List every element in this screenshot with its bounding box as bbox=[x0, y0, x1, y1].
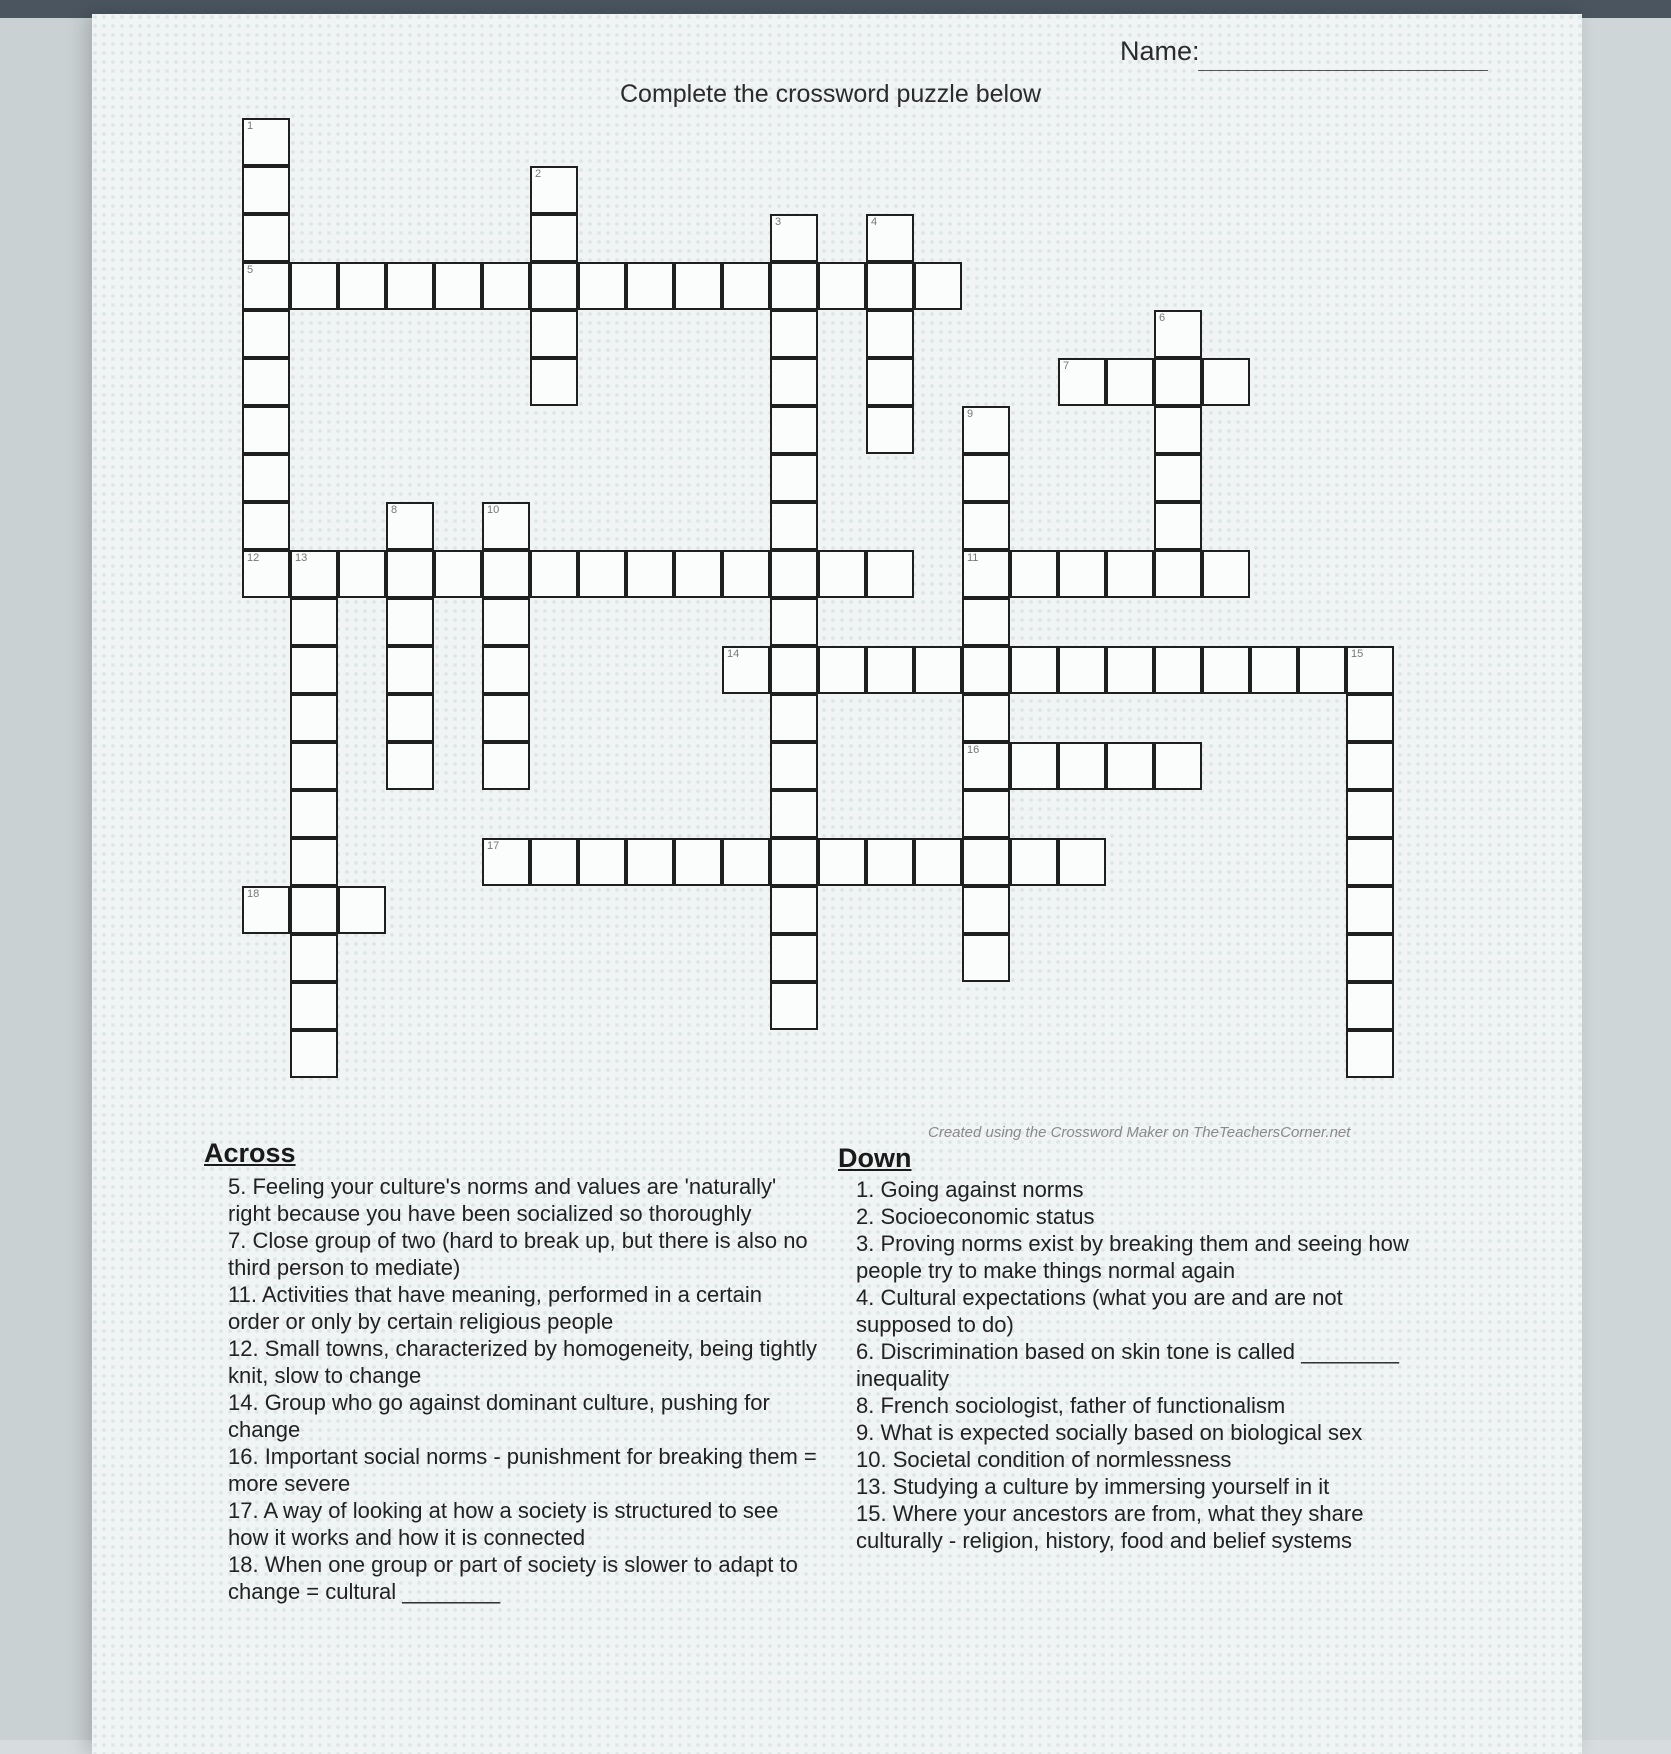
clue-number: 4 bbox=[871, 216, 878, 228]
clue-number: 11 bbox=[967, 552, 979, 564]
down-clue: 9. What is expected socially based on biological sex bbox=[856, 1420, 1363, 1445]
crossword-cell[interactable] bbox=[818, 550, 866, 598]
crossword-cell[interactable] bbox=[1298, 646, 1346, 694]
clue-number: 17 bbox=[487, 840, 500, 852]
crossword-cell[interactable] bbox=[578, 262, 626, 310]
crossword-cell[interactable] bbox=[770, 694, 818, 742]
crossword-cell[interactable] bbox=[770, 598, 818, 646]
crossword-cell[interactable] bbox=[242, 406, 290, 454]
credit-text: Created using the Crossword Maker on TheTeachersCorner.net bbox=[928, 1124, 1351, 1141]
across-clue: 16. Important social norms - punishment for breaking them = more severe bbox=[228, 1444, 817, 1496]
crossword-cell[interactable] bbox=[962, 406, 1010, 454]
clue-number: 16 bbox=[967, 744, 980, 756]
crossword-cell[interactable] bbox=[1346, 934, 1394, 982]
crossword-cell[interactable] bbox=[770, 646, 818, 694]
across-clue-list bbox=[228, 1173, 818, 1605]
crossword-cell[interactable] bbox=[1154, 406, 1202, 454]
crossword-cell[interactable] bbox=[1058, 358, 1106, 406]
crossword-cell[interactable] bbox=[866, 550, 914, 598]
crossword-cell[interactable] bbox=[770, 742, 818, 790]
clue-number: 12 bbox=[247, 552, 260, 564]
crossword-cell[interactable] bbox=[866, 262, 914, 310]
crossword-cell[interactable] bbox=[1106, 742, 1154, 790]
crossword-cell[interactable] bbox=[770, 886, 818, 934]
crossword-cell[interactable] bbox=[770, 790, 818, 838]
crossword-cell[interactable] bbox=[770, 838, 818, 886]
crossword-cell[interactable] bbox=[1346, 982, 1394, 1030]
crossword-cell[interactable] bbox=[1346, 1030, 1394, 1078]
crossword-cell[interactable] bbox=[1154, 358, 1202, 406]
crossword-cell[interactable] bbox=[866, 838, 914, 886]
crossword-cell[interactable] bbox=[290, 646, 338, 694]
crossword-cell[interactable] bbox=[770, 310, 818, 358]
across-clue: 5. Feeling your culture's norms and values are 'naturally' right because you have been socialized so thoroughly bbox=[228, 1174, 777, 1226]
down-clue: 6. Discrimination based on skin tone is called ________ inequality bbox=[856, 1339, 1399, 1391]
crossword-cell[interactable] bbox=[914, 838, 962, 886]
crossword-cell[interactable] bbox=[818, 838, 866, 886]
crossword-cell[interactable] bbox=[770, 550, 818, 598]
clue-number: 5 bbox=[247, 264, 254, 276]
crossword-cell[interactable] bbox=[338, 262, 386, 310]
crossword-cell[interactable] bbox=[386, 598, 434, 646]
crossword-cell[interactable] bbox=[1106, 358, 1154, 406]
across-clue: 17. A way of looking at how a society is structured to see how it works and how it is connected bbox=[228, 1498, 779, 1550]
crossword-cell[interactable] bbox=[1106, 550, 1154, 598]
down-clue: 1. Going against norms bbox=[856, 1177, 1084, 1202]
across-clue: 18. When one group or part of society is slower to adapt to change = cultural ________ bbox=[228, 1552, 798, 1604]
crossword-cell[interactable] bbox=[386, 646, 434, 694]
name-label: Name: bbox=[1120, 36, 1200, 66]
crossword-cell[interactable] bbox=[962, 934, 1010, 982]
down-heading: Down bbox=[838, 1143, 912, 1173]
crossword-cell[interactable] bbox=[578, 838, 626, 886]
crossword-cell[interactable] bbox=[482, 838, 530, 886]
clue-number: 14 bbox=[727, 648, 740, 660]
down-clue: 10. Societal condition of normlessness bbox=[856, 1447, 1232, 1472]
down-clue: 4. Cultural expectations (what you are and are not supposed to do) bbox=[856, 1285, 1343, 1337]
crossword-cell[interactable] bbox=[962, 550, 1010, 598]
crossword-cell[interactable] bbox=[1202, 646, 1250, 694]
crossword-cell[interactable] bbox=[482, 694, 530, 742]
crossword-cell[interactable] bbox=[1010, 742, 1058, 790]
crossword-cell[interactable] bbox=[290, 886, 338, 934]
crossword-cell[interactable] bbox=[242, 214, 290, 262]
clue-number: 9 bbox=[967, 408, 974, 420]
crossword-cell[interactable] bbox=[962, 646, 1010, 694]
crossword-cell[interactable] bbox=[1346, 886, 1394, 934]
crossword-cell[interactable] bbox=[1058, 646, 1106, 694]
crossword-cell[interactable] bbox=[626, 838, 674, 886]
crossword-cell[interactable] bbox=[962, 790, 1010, 838]
crossword-cell[interactable] bbox=[290, 550, 338, 598]
crossword-cell[interactable] bbox=[530, 550, 578, 598]
crossword-cell[interactable] bbox=[578, 550, 626, 598]
clue-number: 1 bbox=[247, 120, 254, 132]
across-clue: 12. Small towns, characterized by homogeneity, being tightly knit, slow to change bbox=[228, 1336, 818, 1388]
crossword-cell[interactable] bbox=[722, 262, 770, 310]
crossword-cell[interactable] bbox=[530, 310, 578, 358]
clue-number: 2 bbox=[535, 168, 542, 180]
crossword-cell[interactable] bbox=[1154, 310, 1202, 358]
crossword-cell[interactable] bbox=[242, 550, 290, 598]
crossword-cell[interactable] bbox=[482, 502, 530, 550]
crossword-cell[interactable] bbox=[914, 262, 962, 310]
crossword-cell[interactable] bbox=[290, 694, 338, 742]
crossword-cell[interactable] bbox=[770, 982, 818, 1030]
crossword-cell[interactable] bbox=[338, 886, 386, 934]
crossword-cell[interactable] bbox=[770, 934, 818, 982]
across-clue: 11. Activities that have meaning, performed in a certain order or only by certain religious people bbox=[228, 1282, 762, 1334]
crossword-cell[interactable] bbox=[386, 694, 434, 742]
crossword-cell[interactable] bbox=[962, 502, 1010, 550]
crossword-cell[interactable] bbox=[242, 166, 290, 214]
crossword-cell[interactable] bbox=[482, 742, 530, 790]
crossword-cell[interactable] bbox=[290, 982, 338, 1030]
crossword-cell[interactable] bbox=[1010, 550, 1058, 598]
crossword-cell[interactable] bbox=[338, 550, 386, 598]
across-heading: Across bbox=[204, 1138, 296, 1168]
crossword-cell[interactable] bbox=[722, 550, 770, 598]
clue-number: 3 bbox=[775, 216, 782, 228]
crossword-cell[interactable] bbox=[962, 886, 1010, 934]
crossword-cell[interactable] bbox=[770, 454, 818, 502]
crossword-cell[interactable] bbox=[386, 742, 434, 790]
crossword-cell[interactable] bbox=[386, 550, 434, 598]
crossword-cell[interactable] bbox=[1058, 550, 1106, 598]
crossword-cell[interactable] bbox=[482, 262, 530, 310]
clue-number: 18 bbox=[247, 888, 260, 900]
crossword-cell[interactable] bbox=[290, 262, 338, 310]
clue-number: 8 bbox=[391, 504, 398, 516]
crossword-cell[interactable] bbox=[866, 214, 914, 262]
crossword-cell[interactable] bbox=[290, 790, 338, 838]
clue-number: 13 bbox=[295, 552, 308, 564]
page-title: Complete the crossword puzzle below bbox=[620, 80, 1042, 108]
crossword-cell[interactable] bbox=[914, 646, 962, 694]
crossword-cell[interactable] bbox=[242, 310, 290, 358]
crossword-cell[interactable] bbox=[1058, 742, 1106, 790]
crossword-cell[interactable] bbox=[530, 214, 578, 262]
crossword-cell[interactable] bbox=[242, 118, 290, 166]
crossword-cell[interactable] bbox=[818, 262, 866, 310]
crossword-cell[interactable] bbox=[674, 838, 722, 886]
crossword-cell[interactable] bbox=[722, 646, 770, 694]
across-clue: 14. Group who go against dominant culture, pushing for change bbox=[228, 1390, 770, 1442]
crossword-cell[interactable] bbox=[482, 550, 530, 598]
down-clue: 2. Socioeconomic status bbox=[856, 1204, 1095, 1229]
crossword-cell[interactable] bbox=[674, 262, 722, 310]
crossword-cell[interactable] bbox=[1202, 550, 1250, 598]
crossword-cell[interactable] bbox=[290, 934, 338, 982]
crossword-cell[interactable] bbox=[1154, 742, 1202, 790]
crossword-cell[interactable] bbox=[290, 1030, 338, 1078]
crossword-cell[interactable] bbox=[1154, 550, 1202, 598]
crossword-cell[interactable] bbox=[386, 502, 434, 550]
crossword-cell[interactable] bbox=[962, 694, 1010, 742]
crossword-cell[interactable] bbox=[962, 742, 1010, 790]
crossword-cell[interactable] bbox=[770, 214, 818, 262]
crossword-cell[interactable] bbox=[1106, 646, 1154, 694]
crossword-cell[interactable] bbox=[1010, 838, 1058, 886]
crossword-cell[interactable] bbox=[1010, 646, 1058, 694]
crossword-cell[interactable] bbox=[1154, 454, 1202, 502]
across-clue: 7. Close group of two (hard to break up, but there is also no third person to mediate) bbox=[228, 1228, 808, 1280]
crossword-cell[interactable] bbox=[482, 646, 530, 694]
crossword-cell[interactable] bbox=[1346, 694, 1394, 742]
crossword-cell[interactable] bbox=[1250, 646, 1298, 694]
clue-number: 10 bbox=[487, 504, 500, 516]
crossword-cell[interactable] bbox=[722, 838, 770, 886]
crossword-cell[interactable] bbox=[242, 502, 290, 550]
down-clue: 15. Where your ancestors are from, what they share culturally - religion, history, food and belief systems bbox=[856, 1501, 1364, 1553]
crossword-cell[interactable] bbox=[290, 598, 338, 646]
down-clue: 13. Studying a culture by immersing yourself in it bbox=[856, 1474, 1330, 1499]
crossword-cell[interactable] bbox=[1154, 646, 1202, 694]
crossword-cell[interactable] bbox=[1346, 790, 1394, 838]
crossword-cell[interactable] bbox=[962, 454, 1010, 502]
crossword-cell[interactable] bbox=[866, 406, 914, 454]
clue-number: 15 bbox=[1351, 648, 1364, 660]
crossword-cell[interactable] bbox=[818, 646, 866, 694]
crossword-cell[interactable] bbox=[626, 262, 674, 310]
crossword-cell[interactable] bbox=[1346, 838, 1394, 886]
crossword-cell[interactable] bbox=[1154, 502, 1202, 550]
crossword-cell[interactable] bbox=[530, 838, 578, 886]
down-clue: 3. Proving norms exist by breaking them and seeing how people try to make things normal again bbox=[856, 1231, 1409, 1283]
crossword-cell[interactable] bbox=[530, 358, 578, 406]
crossword-cell[interactable] bbox=[962, 838, 1010, 886]
crossword-cell[interactable] bbox=[866, 310, 914, 358]
crossword-cell[interactable] bbox=[1202, 358, 1250, 406]
crossword-cell[interactable] bbox=[770, 406, 818, 454]
crossword-cell[interactable] bbox=[290, 838, 338, 886]
crossword-cell[interactable] bbox=[674, 550, 722, 598]
crossword-cell[interactable] bbox=[962, 598, 1010, 646]
crossword-cell[interactable] bbox=[242, 358, 290, 406]
down-clue: 8. French sociologist, father of functionalism bbox=[856, 1393, 1286, 1418]
crossword-cell[interactable] bbox=[866, 646, 914, 694]
crossword-cell[interactable] bbox=[242, 262, 290, 310]
crossword-cell[interactable] bbox=[530, 166, 578, 214]
crossword-cell[interactable] bbox=[386, 262, 434, 310]
crossword-cell[interactable] bbox=[242, 454, 290, 502]
crossword-cell[interactable] bbox=[770, 262, 818, 310]
crossword-cell[interactable] bbox=[866, 358, 914, 406]
crossword-cell[interactable] bbox=[1058, 838, 1106, 886]
down-clue-list bbox=[856, 1176, 1436, 1554]
crossword-cell[interactable] bbox=[434, 262, 482, 310]
crossword-cell[interactable] bbox=[242, 886, 290, 934]
crossword-cell[interactable] bbox=[770, 358, 818, 406]
crossword-cell[interactable] bbox=[530, 262, 578, 310]
crossword-cell[interactable] bbox=[1346, 646, 1394, 694]
clue-number: 6 bbox=[1159, 312, 1166, 324]
crossword-cell[interactable] bbox=[1346, 742, 1394, 790]
crossword-cell[interactable] bbox=[482, 598, 530, 646]
crossword-cell[interactable] bbox=[290, 742, 338, 790]
crossword-cell[interactable] bbox=[770, 502, 818, 550]
crossword-cell[interactable] bbox=[434, 550, 482, 598]
clue-number: 7 bbox=[1063, 360, 1070, 372]
crossword-cell[interactable] bbox=[626, 550, 674, 598]
